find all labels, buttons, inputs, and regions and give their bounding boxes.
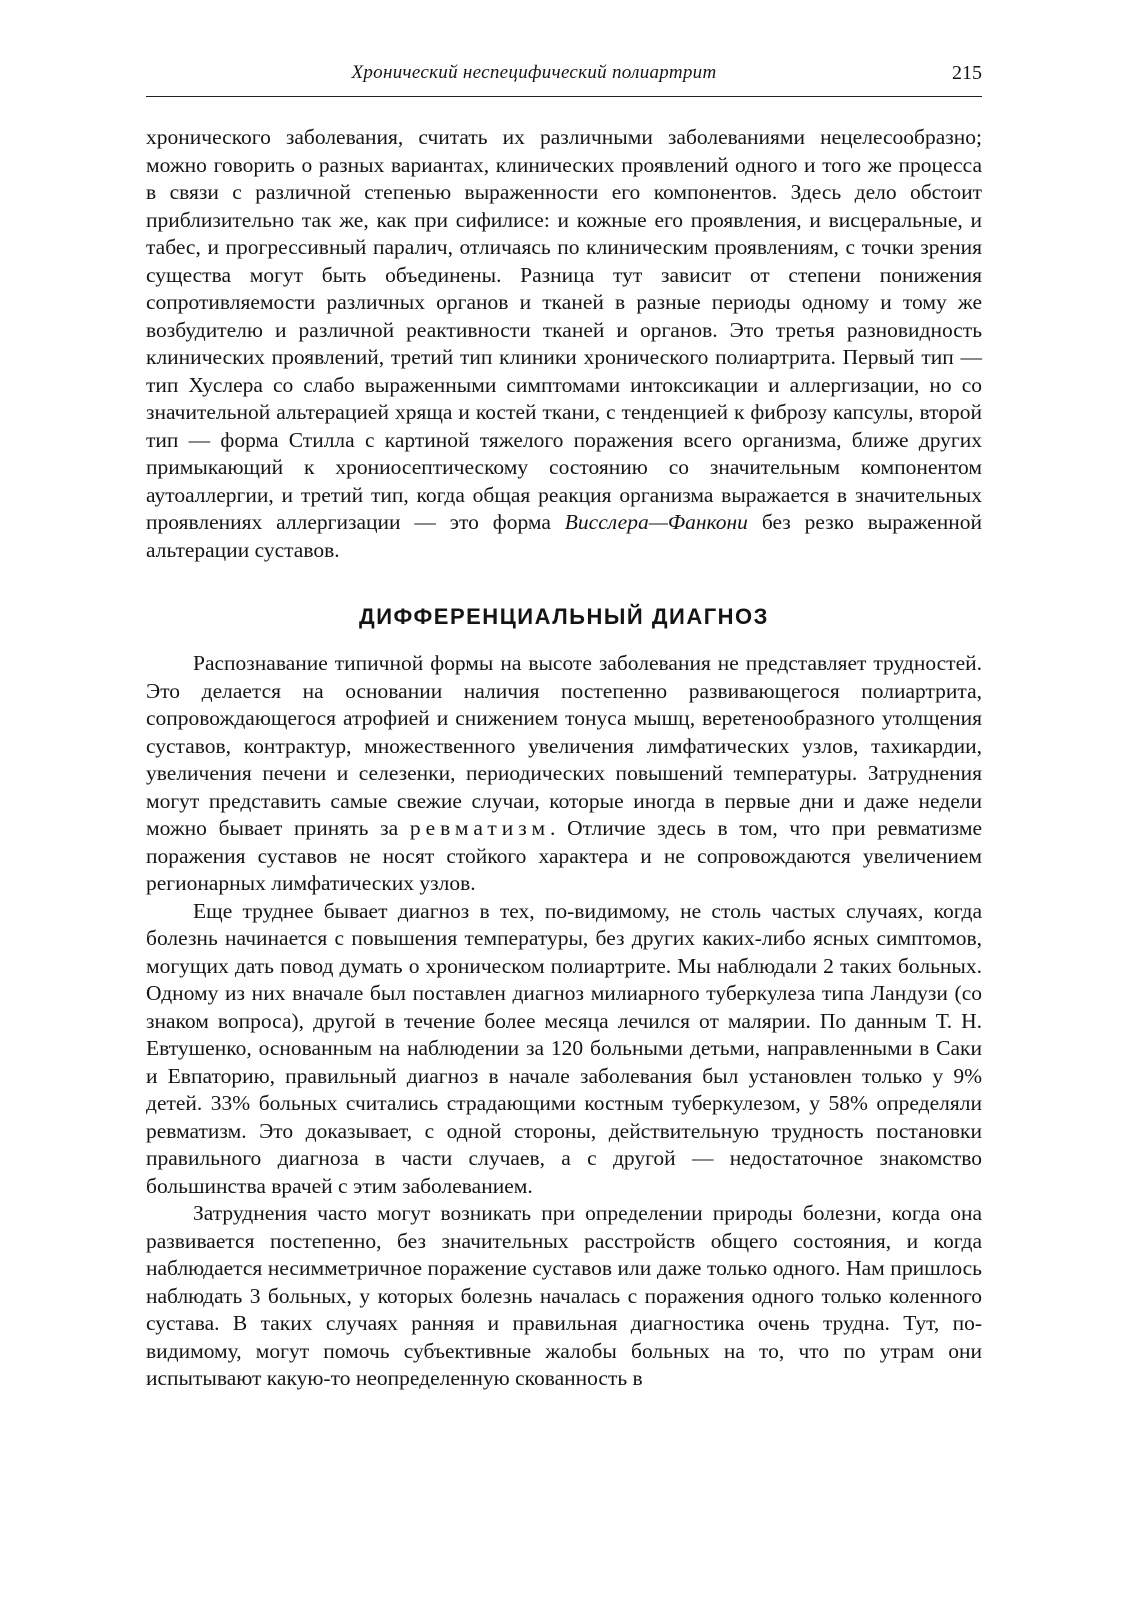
- paragraph-4-text: Затруднения часто могут возникать при определении природы болезни, когда она развивается постепенно, без значительных расстройств общего состояния, и когда наблюдается несимметричное поражение суставов или даже только одного. Нам пришлось наблюдать 3 больных, у которых болезнь началась с поражения одного только коленного сустава. В таких случаях ранняя и правильная диагностика очень трудна. Тут, по-видимому, могут помочь субъективные жалобы больных на то, что по утрам они испытывают какую-то неопределенную скованность в: [146, 1201, 982, 1390]
- paragraph-1: [146, 124, 982, 564]
- page-number: 215: [952, 62, 982, 84]
- body-text: [146, 124, 982, 1393]
- paragraph-4: [146, 1200, 982, 1393]
- paragraph-3: [146, 898, 982, 1201]
- running-header: [146, 60, 982, 97]
- paragraph-2-text: Распознавание типичной формы на высоте заболевания не представляет трудностей. Это делается на основании наличия постепенно развивающегося полиартрита, сопровождающегося атрофией и снижением тонуса мышц, веретенообразного утолщения суставов, контрактур, множественного увеличения лимфатических узлов, тахикардии, увеличения печени и селезенки, периодических повышений температуры. Затруднения могут представить самые свежие случаи, которые иногда в первые дни и даже недели можно бывает принять за: [146, 651, 982, 840]
- paragraph-1-italic-term: Висслера—Фанкони: [564, 510, 748, 534]
- paragraph-2-text-end: . Отличие здесь в том, что при ревматизме поражения суставов не носят стойкого характера и не сопровождаются увеличением регионарных лимфатических узлов.: [146, 816, 982, 895]
- book-page: [146, 60, 982, 1393]
- paragraph-2-spaced-term: ревматизм: [409, 816, 551, 840]
- paragraph-1-text-end: без резко выраженной альтерации суставов.: [146, 510, 982, 562]
- section-heading: ДИФФЕРЕНЦИАЛЬНЫЙ ДИАГНОЗ: [359, 604, 769, 629]
- paragraph-1-text: хронического заболевания, считать их различными заболеваниями нецелесообразно; можно говорить о разных вариантах, клинических проявлений одного и того же процесса в связи с различной степенью выраженности его компонентов. Здесь дело обстоит приблизительно так же, как при сифилисе: и кожные его проявления, и висцеральные, и табес, и прогрессивный паралич, отличаясь по клиническим проявлениям, с точки зрения существа могут быть объединены. Разница тут зависит от степени понижения сопротивляемости различных органов и тканей в разные периоды одному и тому же возбудителю и различной реактивности тканей и органов. Это третья разновидность клинических проявлений, третий тип клиники хронического полиартрита. Первый тип — тип Хуслера со слабо выраженными симптомами интоксикации и аллергизации, но со значительной альтерацией хряща и костей ткани, с тенденцией к фиброзу капсулы, второй тип — форма Стилла с картиной тяжелого поражения всего организма, ближе других примыкающий к хрониосептическому состоянию со значительным компонентом аутоаллергии, и третий тип, когда общая реакция организма выражается в значительных проявлениях аллергизации — это форма: [146, 125, 982, 534]
- running-title: Хронический неспецифический полиартрит: [351, 62, 717, 83]
- paragraph-2: [146, 650, 982, 898]
- paragraph-3-text: Еще труднее бывает диагноз в тех, по-видимому, не столь частых случаях, когда болезнь начинается с повышения температуры, без других каких-либо ясных симптомов, могущих дать повод думать о хроническом полиартрите. Мы наблюдали 2 таких больных. Одному из них вначале был поставлен диагноз милиарного туберкулеза типа Ландузи (со знаком вопроса), другой в течение более месяца лечился от малярии. По данным Т. Н. Евтушенко, основанным на наблюдении за 120 больными детьми, направленными в Саки и Евпаторию, правильный диагноз в начале заболевания был установлен только у 9% детей. 33% больных считались страдающими костным туберкулезом, у 58% определяли ревматизм. Это доказывает, с одной стороны, действительную трудность постановки правильного диагноза в части случаев, а с другой — недостаточное знакомство большинства врачей с этим заболеванием.: [146, 898, 982, 1198]
